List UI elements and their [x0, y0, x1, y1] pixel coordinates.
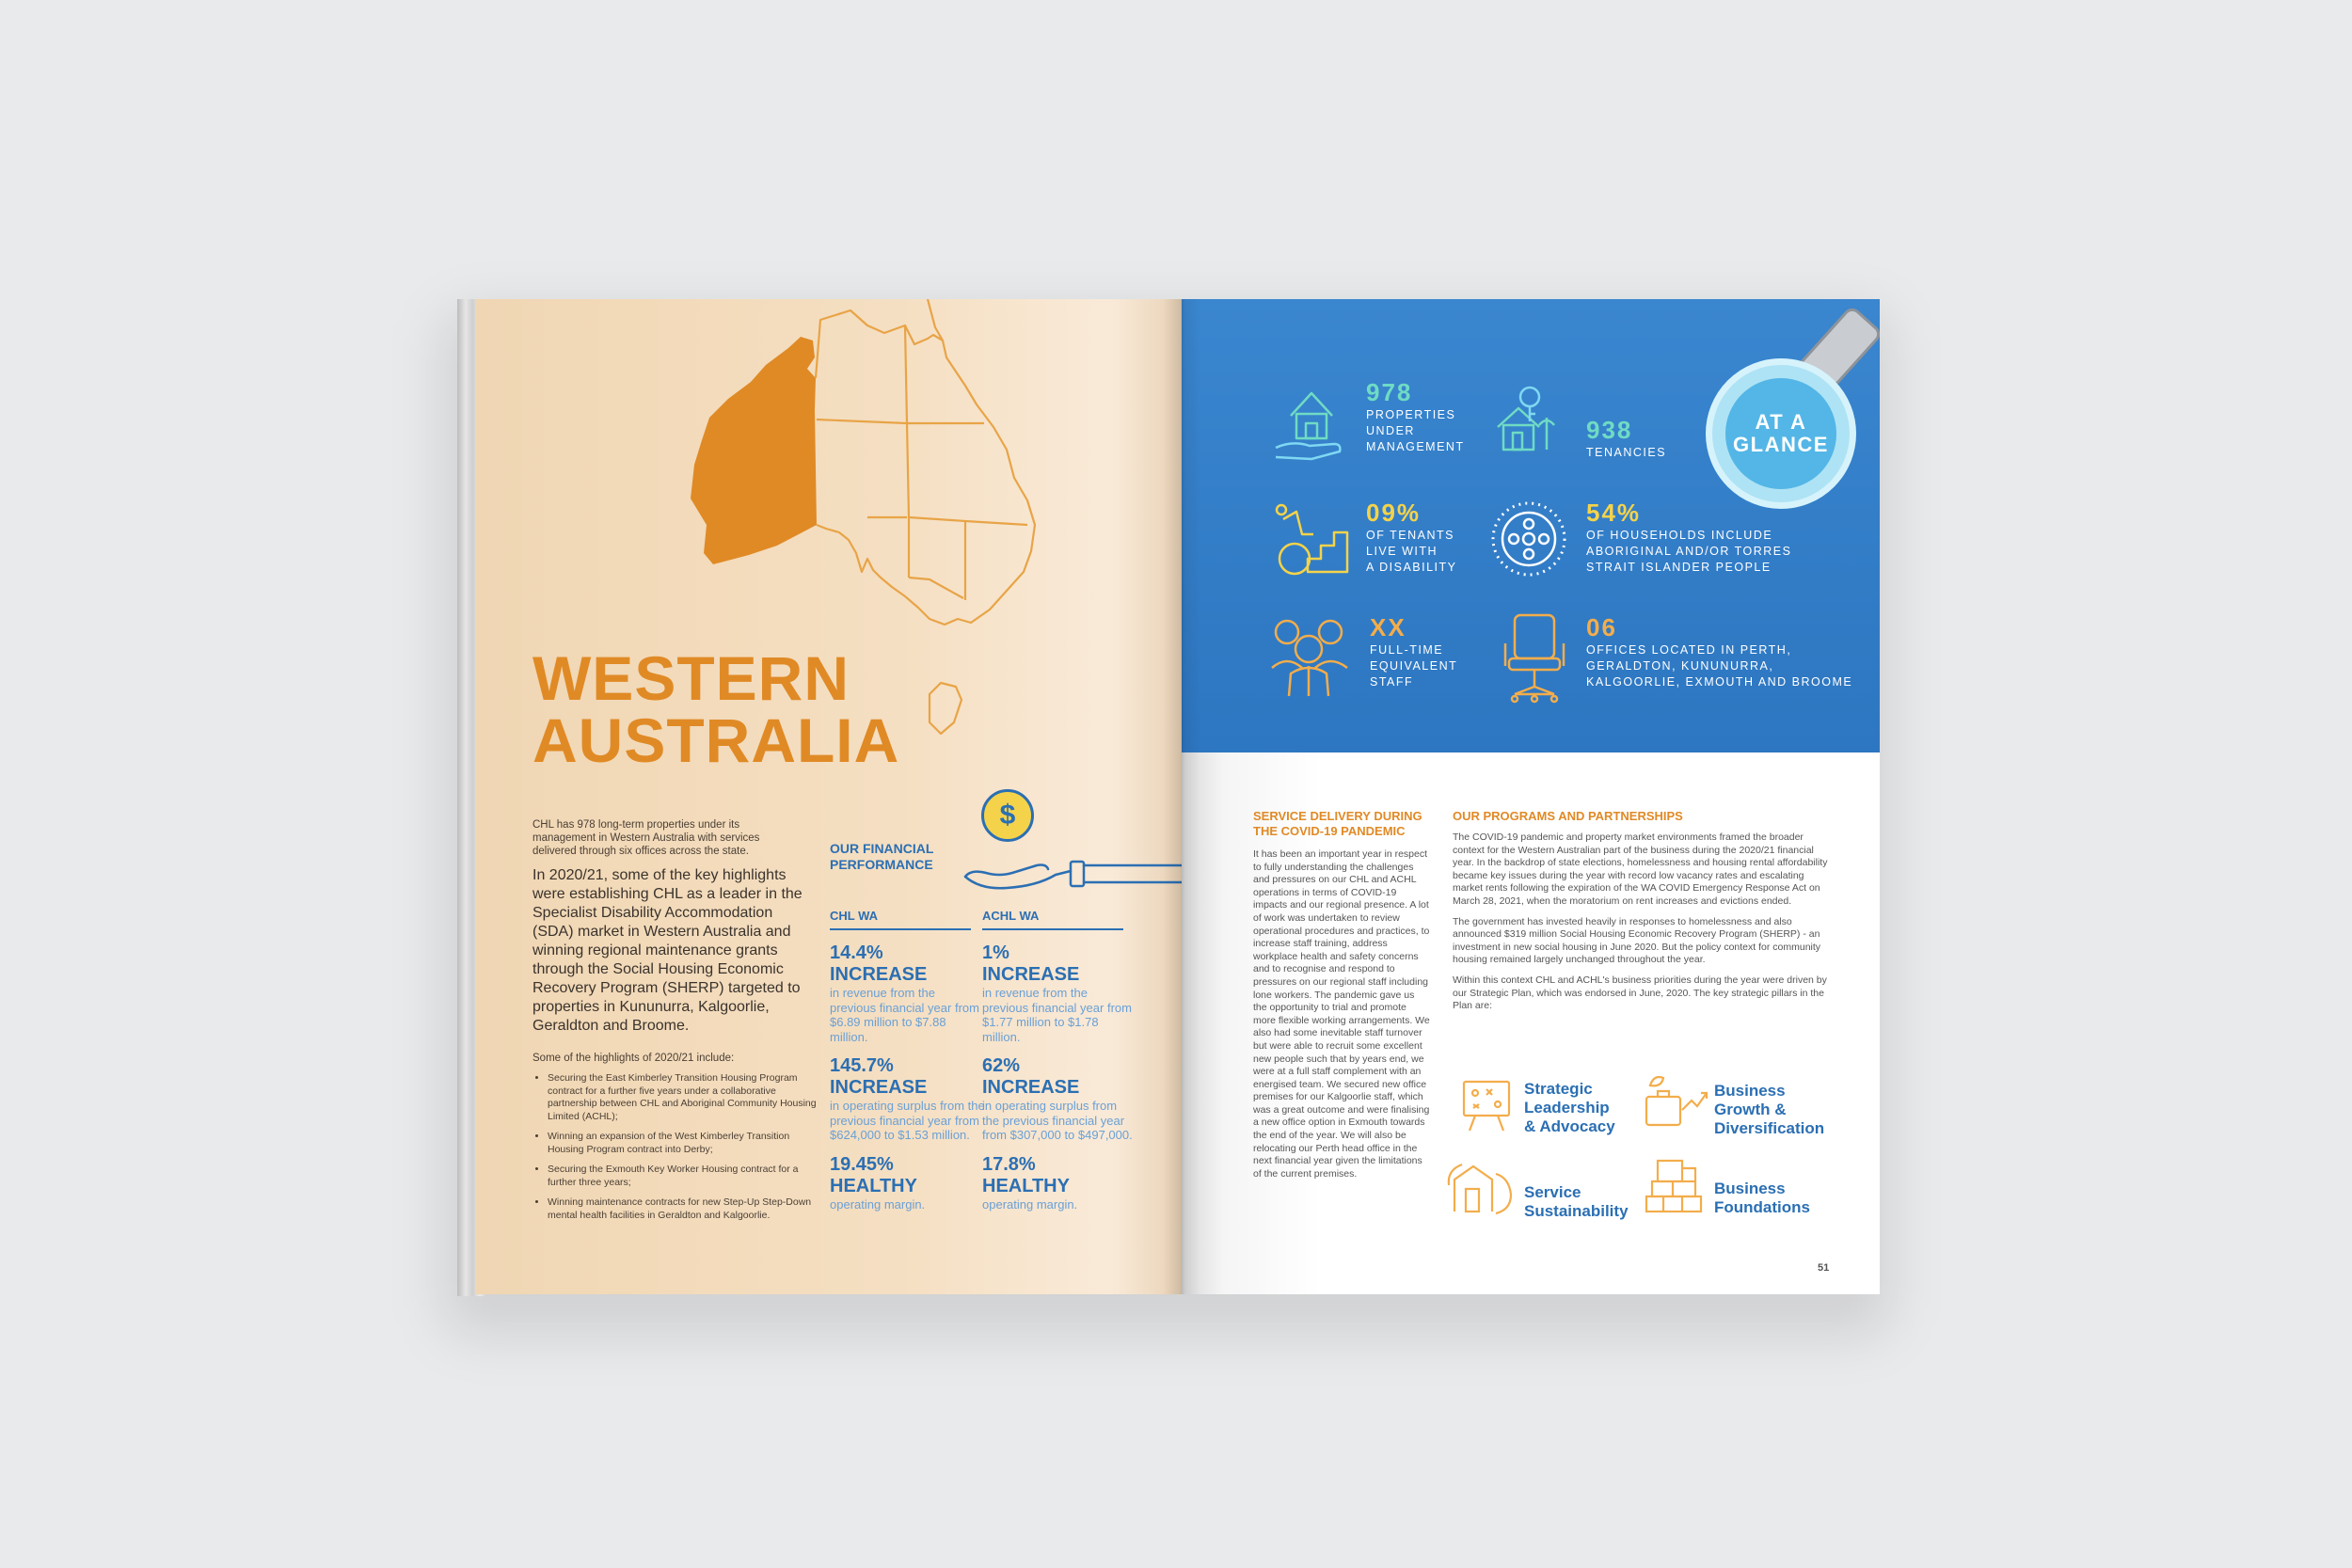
chl-stats [830, 942, 985, 1212]
stat-label: TENANCIES [1586, 446, 1667, 459]
stat-desc: operating margin. [982, 1196, 1078, 1212]
stat-disability [1366, 499, 1457, 576]
stat-label: STAFF [1370, 675, 1414, 689]
stat-label: OFFICES LOCATED IN PERTH, [1586, 643, 1792, 657]
stat-offices [1586, 613, 1852, 690]
pillar-label: Business [1714, 1180, 1786, 1197]
stat-value: XX [1370, 613, 1406, 641]
financial-heading-line-2: PERFORMANCE [830, 857, 933, 872]
stat-value: 938 [1586, 416, 1633, 444]
stat-label: PROPERTIES [1366, 408, 1456, 421]
badge-line-1: AT A [1755, 410, 1807, 434]
badge-inner [1725, 378, 1836, 489]
title-line-1: WESTERN [532, 643, 850, 713]
stat-properties [1366, 378, 1465, 455]
achl-stats [982, 942, 1133, 1212]
stat-desc: operating margin. [830, 1196, 926, 1212]
covid-heading-line-1: SERVICE DELIVERY DURING [1253, 809, 1422, 823]
stat-label: FULL-TIME [1370, 643, 1444, 657]
pillar-label: Strategic [1524, 1080, 1593, 1098]
stat-value: 54% [1586, 499, 1642, 527]
pillar-label: Growth & [1714, 1101, 1787, 1118]
pillar-label: & Advocacy [1524, 1117, 1615, 1135]
list-item: • Winning an expansion of the West Kimberley Transition Housing Program contract into Derby; [548, 1131, 820, 1156]
page-title [532, 643, 900, 775]
title-line-2: AUSTRALIA [532, 705, 900, 775]
stat-staff [1370, 613, 1457, 690]
stat-label: MANAGEMENT [1366, 440, 1465, 453]
programs-paragraph: The government has invested heavily in responses to homelessness and also announced $319 million Social Housing Economic Recovery Program (SHERP) - an investment in new social housing in June 2020. But the policy context for community housing remained largely unchanged throughout the year. [1453, 915, 1821, 966]
right-page [1182, 299, 1880, 1294]
stat-label: STRAIT ISLANDER PEOPLE [1586, 561, 1772, 574]
list-item: • Securing the Exmouth Key Worker Housing contract for a further three years; [548, 1164, 820, 1189]
stat-label: ABORIGINAL AND/OR TORRES [1586, 545, 1792, 558]
covid-heading-line-2: THE COVID-19 PANDEMIC [1253, 824, 1406, 838]
stat-label: OF HOUSEHOLDS INCLUDE [1586, 529, 1773, 542]
aboriginal-symbol-icon [1488, 499, 1569, 579]
stat-label: OF TENANTS [1366, 529, 1454, 542]
list-item: • Winning maintenance contracts for new Step-Up Step-Down mental health facilities in Geraldton and Kalgoorlie. [548, 1196, 820, 1222]
stat-label: UNDER [1366, 424, 1415, 437]
programs-body [1453, 832, 1829, 1013]
pillar-label: Diversification [1714, 1119, 1825, 1137]
at-a-glance-badge [1706, 358, 1856, 509]
strategy-board-icon [1456, 1076, 1517, 1132]
service-sustainability-icon [1445, 1157, 1517, 1217]
stat-label: INCREASE [830, 964, 928, 985]
stat-value: 62% [982, 1055, 1021, 1076]
stat-value: 978 [1366, 378, 1413, 406]
stat-value: 09% [1366, 499, 1422, 527]
intro-small-text: CHL has 978 long-term properties under its management in Western Australia with services delivered through six offices across the state. [532, 819, 760, 857]
pillar-label: Leadership [1524, 1099, 1610, 1117]
list-item: • Securing the East Kimberley Transition Housing Program contract for a further five years under a collaborative partnership between CHL and Aboriginal Community Housing Limited (ACHL); [548, 1072, 820, 1123]
stat-desc: in operating surplus from the previous financial year from $307,000 to $497,000. [982, 1099, 1133, 1142]
wheelchair-stairs-icon [1270, 497, 1351, 581]
staff-people-icon [1268, 608, 1353, 702]
stat-desc: in revenue from the previous financial year from $1.77 million to $1.78 million. [982, 986, 1132, 1044]
house-key-icon [1490, 378, 1565, 463]
dollar-coin-icon [981, 789, 1034, 842]
stat-value: 06 [1586, 613, 1617, 641]
pillar-label: Business [1714, 1082, 1786, 1100]
stat-label: KALGOORLIE, EXMOUTH AND BROOME [1586, 675, 1853, 689]
house-hand-icon [1274, 378, 1349, 463]
financial-heading [830, 841, 933, 873]
stat-label: A DISABILITY [1366, 561, 1457, 574]
stat-value: 14.4% [830, 942, 883, 963]
page-number: 51 [1818, 1262, 1830, 1274]
achl-wa-heading: ACHL WA [982, 909, 1123, 930]
chl-wa-heading: CHL WA [830, 909, 971, 930]
pillar-business-foundations [1714, 1180, 1810, 1217]
business-growth-icon [1641, 1069, 1708, 1132]
stat-label: INCREASE [982, 964, 1080, 985]
stat-tenancies [1586, 416, 1666, 461]
programs-heading: OUR PROGRAMS AND PARTNERSHIPS [1453, 809, 1683, 823]
dollar-sign: $ [999, 800, 1016, 831]
badge-text [1733, 411, 1829, 456]
stat-label: INCREASE [830, 1077, 928, 1098]
badge-line-2: GLANCE [1733, 433, 1829, 456]
pillar-label: Sustainability [1524, 1202, 1629, 1220]
covid-body: It has been an important year in respect to fully understanding the challenges and pressures on our CHL and ACHL operations in terms of COVID-19 impacts and our regional presence. A lot of work was undertaken to review operational procedures and practices, to increase staff training, address workplace health and safety concerns and to recognise and respond to pressures on our regional staff including lone workers. The pandemic gave us the opportunity to trial and promote more flexible working arrangements. We also had some inevitable staff turnover but were able to recruit some excellent new people such that by years end, we were at a full staff complement with an energised team. We secured new office premises for our Kalgoorlie staff, which was a great outcome and were finalising a new office option in Exmouth towards the end of the year. We will also be relocating our Perth head office in the next financial year given the limitations of the current premises. [1253, 848, 1430, 1180]
pillar-strategic-leadership [1524, 1080, 1615, 1136]
programs-paragraph: The COVID-19 pandemic and property market environments framed the broader context for the Western Australian part of the business during the 2020/21 financial year. In the backdrop of state elections, homelessness and housing rental affordability became key issues during the year with record low vacancy rates and escalating market rents following the expiration of the WA COVID Emergency Response Act on March 28, 2021, when the moratorium on rent increases and evictions ended. [1453, 832, 1828, 907]
stat-households [1586, 499, 1791, 576]
stat-desc: in operating surplus from the previous financial year from $624,000 to $1.53 million. [830, 1099, 985, 1142]
stat-value: 1% [982, 942, 1009, 963]
left-page [476, 299, 1182, 1294]
stat-label: INCREASE [982, 1077, 1080, 1098]
stat-value: 145.7% [830, 1055, 894, 1076]
intro-lead-text: In 2020/21, some of the key highlights were establishing CHL as a leader in the Specialist Disability Accommodation (SDA) market in Western Australia and winning regional maintenance grants through the Social Housing Economic Recovery Program (SHERP) targeted to properties in Kununurra, Kalgoorlie, Geraldton and Broome. [532, 867, 803, 1034]
pillar-business-growth [1714, 1082, 1824, 1138]
wa-region [691, 337, 817, 564]
office-chair-icon [1502, 611, 1567, 705]
hand-icon [961, 845, 1182, 901]
covid-heading [1253, 809, 1441, 839]
stat-value: 17.8% [982, 1153, 1036, 1175]
stat-label: GERALDTON, KUNUNURRA, [1586, 659, 1774, 673]
stat-label: LIVE WITH [1366, 545, 1438, 558]
pillar-label: Service [1524, 1183, 1581, 1201]
stat-value: 19.45% [830, 1153, 894, 1175]
pillar-service-sustainability [1524, 1183, 1629, 1221]
highlights-list [532, 1072, 820, 1229]
pillar-label: Foundations [1714, 1198, 1810, 1216]
programs-paragraph: Within this context CHL and ACHL's business priorities during the year were driven by our Strategic Plan, which was endorsed in June, 2020. The key strategic pillars in the Plan are: [1453, 974, 1827, 1012]
stat-label: HEALTHY [830, 1175, 917, 1196]
business-foundations-icon [1643, 1155, 1705, 1217]
stat-label: EQUIVALENT [1370, 659, 1458, 673]
highlights-intro: Some of the highlights of 2020/21 include: [532, 1053, 735, 1064]
stat-desc: in revenue from the previous financial year from $6.89 million to $7.88 million. [830, 986, 979, 1044]
stat-label: HEALTHY [982, 1175, 1070, 1196]
financial-heading-line-1: OUR FINANCIAL [830, 841, 934, 856]
